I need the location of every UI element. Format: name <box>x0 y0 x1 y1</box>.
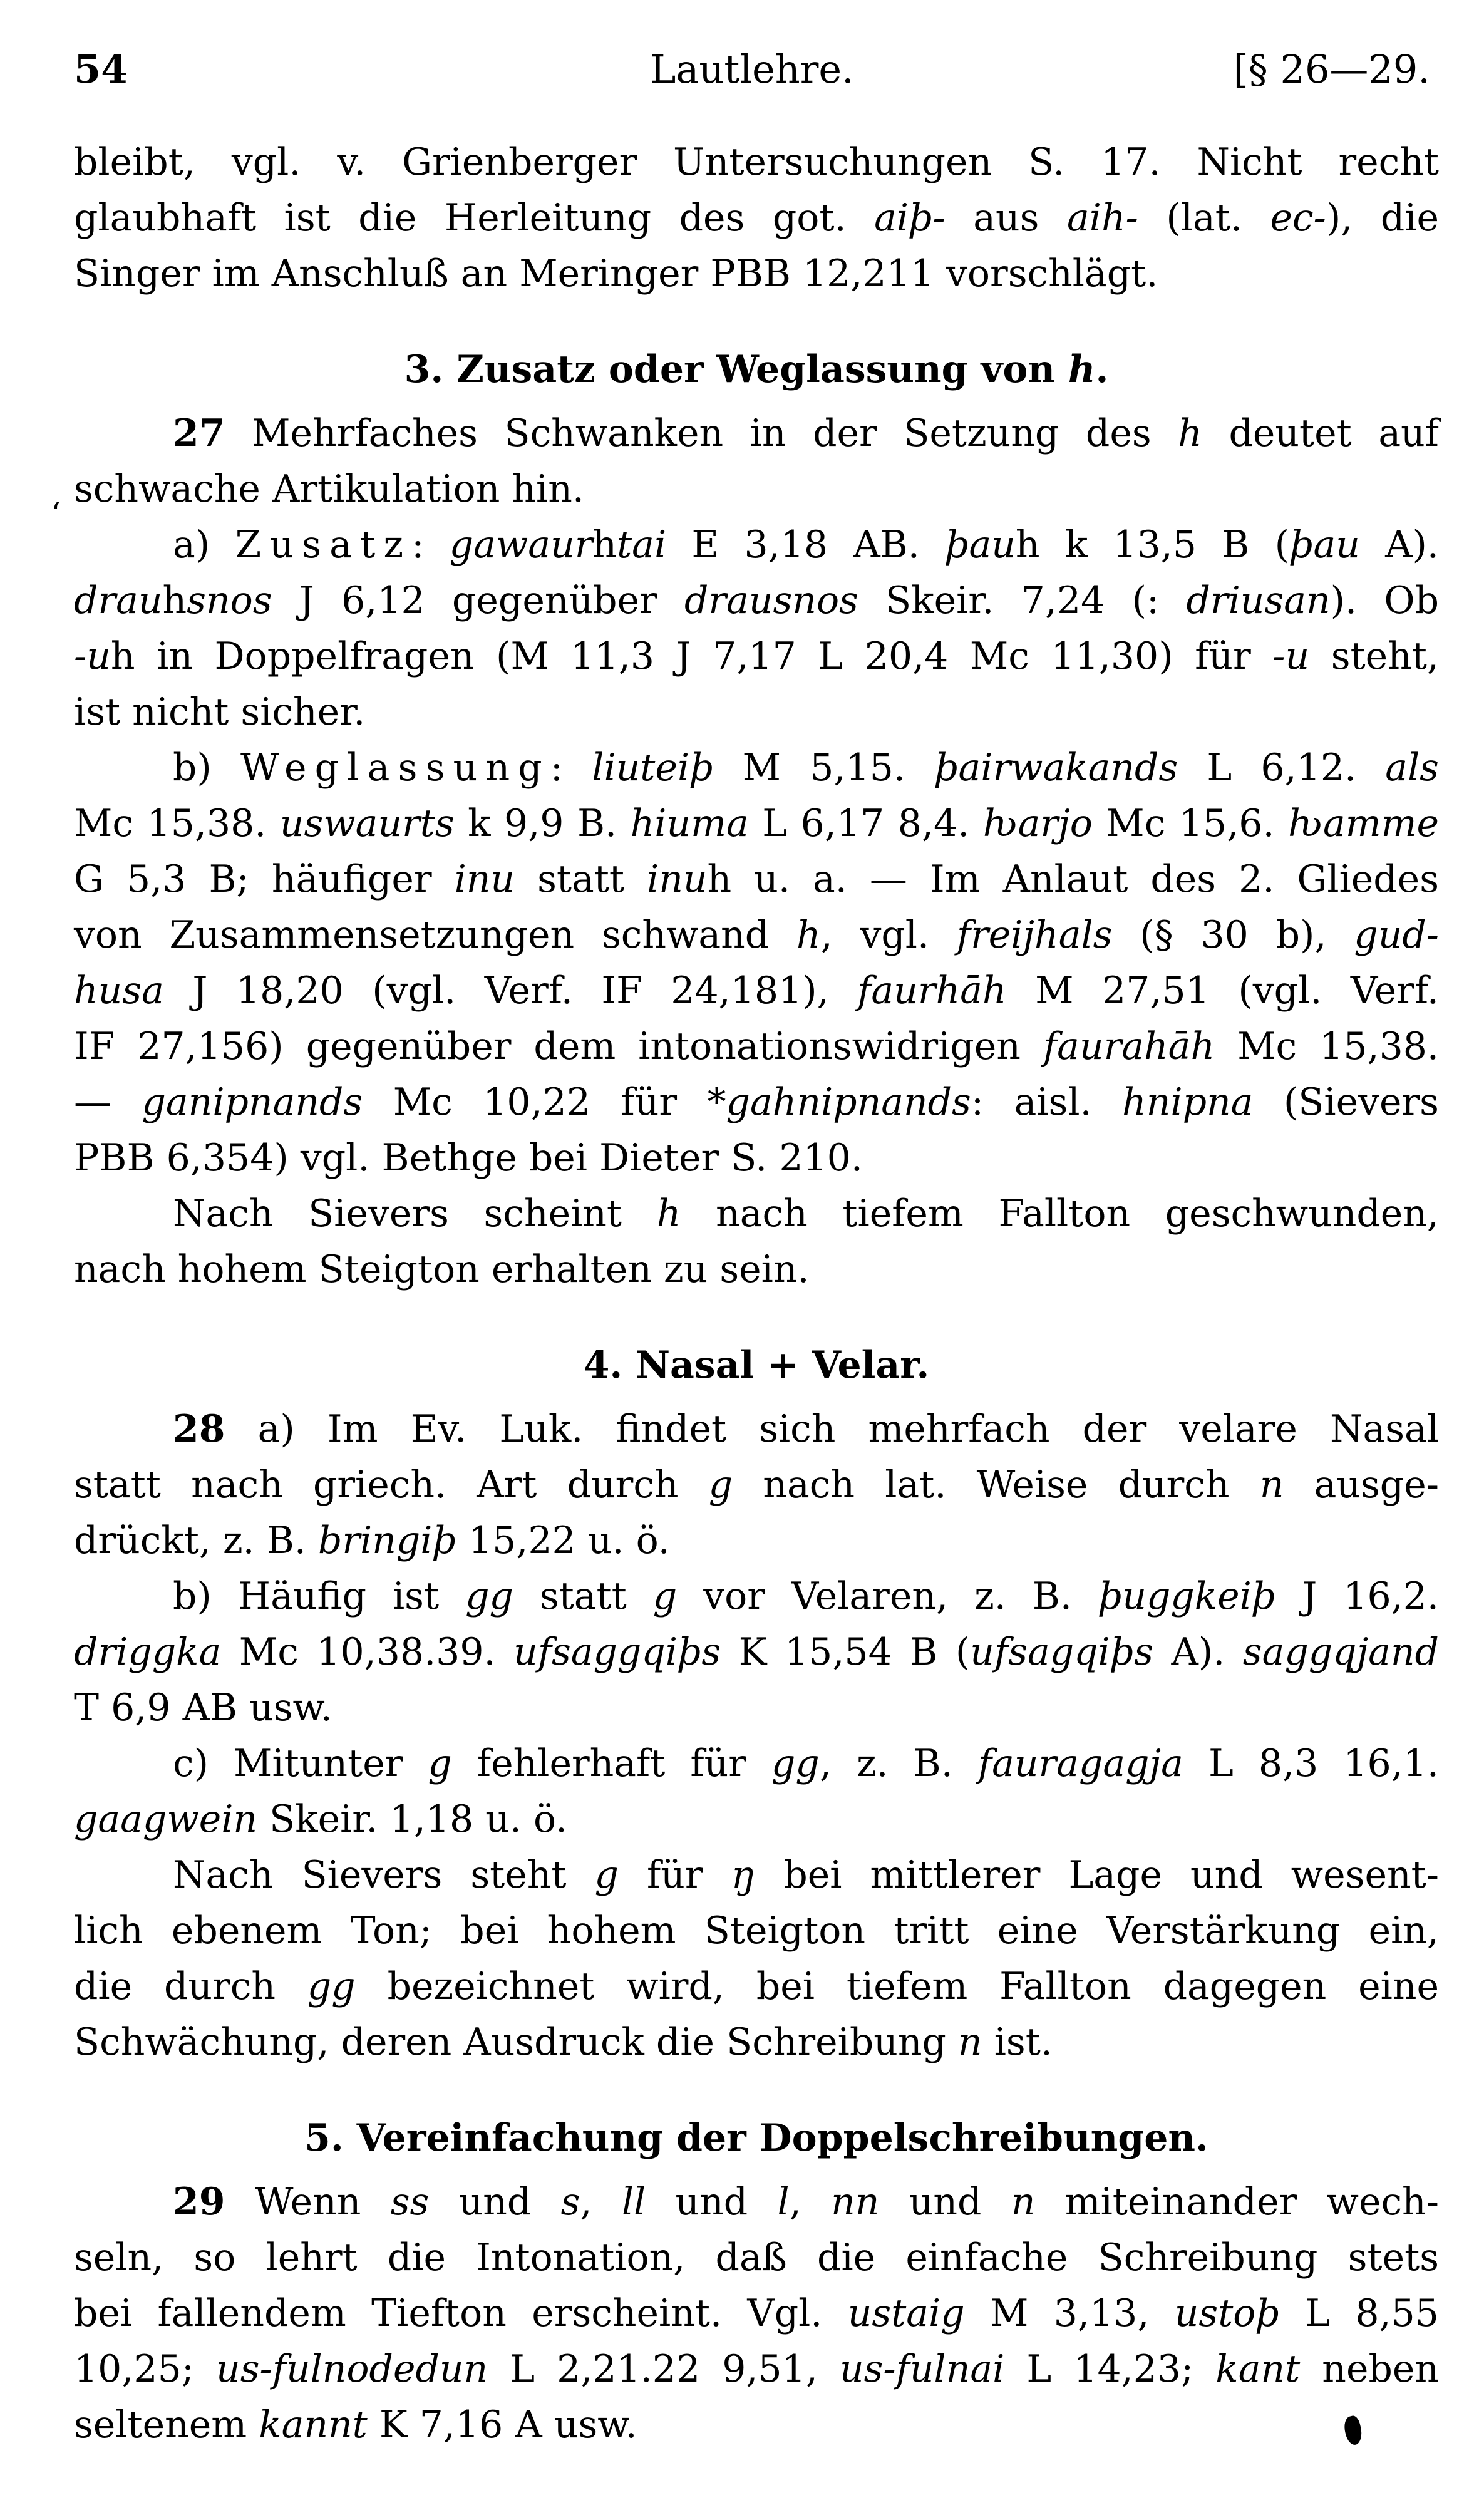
text-segment: a) <box>173 523 235 567</box>
text-segment: miteinander wech- <box>1035 2180 1439 2224</box>
text-segment: gud- <box>1354 913 1440 957</box>
text-segment: ƕamme <box>1288 802 1440 845</box>
text-segment: h <box>592 523 617 567</box>
text-segment: (lat. <box>1138 196 1270 240</box>
text-segment: Mc 10,22 für * <box>363 1080 726 1124</box>
text-segment: bei fallendem Tiefton erscheint. Vgl. <box>74 2291 848 2335</box>
text-segment: fehlerhaft für <box>451 1742 771 1785</box>
running-title: Lautlehre. <box>650 46 854 92</box>
text-line <box>74 1457 1439 1513</box>
section-heading <box>74 342 1439 398</box>
text-line <box>74 2342 1439 2397</box>
text-segment: bringiþ <box>317 1519 456 1562</box>
text-segment: M 27,51 (vgl. Verf. <box>1006 969 1439 1013</box>
text-segment: 3. Zusatz oder Weglassung von <box>404 348 1068 391</box>
text-line <box>74 907 1439 963</box>
text-segment: L 2,21.22 9,51, <box>488 2347 840 2391</box>
print-artifact-quote: ʻ <box>51 496 61 530</box>
text-segment: . <box>1095 348 1109 391</box>
text-segment: u. a. — Im Anlaut des 2. Gliedes <box>731 857 1439 901</box>
text-segment: h <box>1015 523 1040 567</box>
text-segment: : <box>550 746 592 790</box>
text-segment: 15,22 u. ö. <box>456 1519 670 1562</box>
text-segment: deutet auf <box>1202 411 1440 455</box>
text-segment: driusan <box>1186 579 1331 622</box>
text-segment: (§ 30 b), <box>1112 913 1354 957</box>
text-segment: tai <box>617 523 667 567</box>
text-segment: Skeir. 1,18 u. ö. <box>257 1797 568 1841</box>
text-segment: nn <box>831 2180 880 2224</box>
text-segment: gahnipnands <box>726 1080 971 1124</box>
text-segment: bei mittlerer Lage und wesent- <box>755 1853 1439 1897</box>
text-segment: vor Velaren, z. B. <box>677 1574 1098 1618</box>
text-line <box>74 1736 1439 1792</box>
text-segment: þairwakands <box>934 746 1178 790</box>
text-segment: ). Ob <box>1330 579 1439 622</box>
text-segment: J 18,20 (vgl. Verf. IF 24,181), <box>163 969 858 1013</box>
text-segment: neben <box>1300 2347 1440 2391</box>
text-segment: ufsagqiþs <box>970 1630 1153 1674</box>
text-segment: Mehrfaches Schwanken in der Setzung des <box>225 411 1178 455</box>
text-segment: schwache Artikulation hin. <box>74 467 584 511</box>
text-segment: g <box>652 1574 678 1618</box>
text-segment: l <box>777 2180 790 2224</box>
text-segment: : <box>411 523 450 567</box>
text-segment: ist. <box>982 2020 1053 2064</box>
text-segment: h <box>1068 348 1096 391</box>
text-line <box>74 1680 1439 1736</box>
text-segment: faurhāh <box>857 969 1007 1013</box>
text-line <box>74 629 1439 684</box>
text-segment: K 7,16 A usw. <box>367 2403 637 2447</box>
text-segment: a) Im Ev. Luk. findet sich mehrfach der velare Nasal <box>225 1407 1439 1451</box>
text-segment: ufsaggqiþs <box>513 1630 721 1674</box>
text-segment: uswaurts <box>279 802 455 845</box>
text-segment: PBB 6,354) vgl. Bethge bei Dieter S. 210. <box>74 1136 863 1180</box>
text-line <box>74 1792 1439 1847</box>
text-body <box>74 135 1439 2453</box>
text-segment: ausge- <box>1284 1463 1440 1507</box>
text-segment: G 5,3 B; häufiger <box>74 857 455 901</box>
text-segment: ss <box>390 2180 430 2224</box>
text-line <box>74 852 1439 907</box>
text-segment: L 8,55 <box>1279 2291 1439 2335</box>
text-segment: nach lat. Weise durch <box>733 1463 1260 1507</box>
text-segment: hnipna <box>1122 1080 1254 1124</box>
text-segment: J 16,2. <box>1275 1574 1439 1618</box>
text-segment: Nach Sievers scheint <box>173 1192 657 1236</box>
text-segment: bleibt, vgl. v. Grienberger Untersuchungen S. 17. Nicht recht <box>74 140 1439 184</box>
text-line <box>74 246 1439 302</box>
text-segment: Mc 15,38. <box>74 802 280 845</box>
text-segment: faurahāh <box>1043 1025 1215 1068</box>
text-segment: þau <box>1289 523 1360 567</box>
text-segment: h <box>1178 411 1202 455</box>
text-segment: : aisl. <box>971 1080 1123 1124</box>
text-segment: statt nach griech. Art durch <box>74 1463 709 1507</box>
text-segment: husa <box>74 969 164 1013</box>
text-segment: steht, <box>1309 634 1439 678</box>
text-segment: , <box>580 2180 622 2224</box>
text-segment: drau <box>74 579 163 622</box>
text-segment: freijhals <box>956 913 1113 957</box>
text-segment: 28 <box>173 1407 225 1451</box>
section-heading <box>74 1338 1439 1393</box>
text-segment: Wenn <box>225 2180 391 2224</box>
text-segment: Mc 15,6. <box>1092 802 1289 845</box>
text-segment: die durch <box>74 1965 307 2008</box>
text-segment: Weglassung <box>240 746 550 790</box>
text-segment: als <box>1385 746 1439 790</box>
text-line <box>74 1847 1439 1903</box>
text-segment: (Sievers <box>1253 1080 1439 1124</box>
text-line <box>74 1019 1439 1075</box>
text-segment: für <box>618 1853 731 1897</box>
text-segment: aiþ- <box>874 196 946 240</box>
text-segment: M 3,13, <box>964 2291 1175 2335</box>
text-segment: — <box>74 1080 142 1124</box>
text-line <box>74 462 1439 517</box>
text-line <box>74 2174 1439 2230</box>
text-line <box>74 963 1439 1019</box>
text-segment: aus <box>945 196 1067 240</box>
text-segment: aih- <box>1067 196 1138 240</box>
text-line <box>74 2397 1439 2453</box>
text-segment: Mc 15,38. <box>1215 1025 1439 1068</box>
text-segment: lich ebenem Ton; bei hohem Steigton tritt eine Verstärkung ein, <box>74 1909 1439 1953</box>
text-segment: liuteiþ <box>592 746 714 790</box>
text-segment: snos <box>187 579 272 622</box>
text-segment: kant <box>1215 2347 1301 2391</box>
text-segment: ŋ <box>731 1853 756 1897</box>
text-segment: und <box>879 2180 1011 2224</box>
text-segment: us-fulnodedun <box>216 2347 488 2391</box>
text-segment: inu <box>647 857 708 901</box>
text-segment: drückt, z. B. <box>74 1519 318 1562</box>
text-segment: , vgl. <box>820 913 957 957</box>
text-segment: A). <box>1359 523 1439 567</box>
text-segment: L 6,17 8,4. <box>748 802 983 845</box>
text-segment: g <box>708 1463 733 1507</box>
text-segment: g <box>428 1742 452 1785</box>
text-segment: Schwächung, deren Ausdruck die Schreibung <box>74 2020 958 2064</box>
text-segment: ƕarjo <box>982 802 1093 845</box>
text-segment: seln, so lehrt die Intonation, daß die einfache Schreibung stets <box>74 2236 1439 2280</box>
text-segment: þau <box>945 523 1016 567</box>
text-segment: und <box>429 2180 561 2224</box>
text-line <box>74 1959 1439 2015</box>
text-segment: kannt <box>259 2403 368 2447</box>
text-segment: b) <box>173 746 240 790</box>
section-heading <box>74 2110 1439 2166</box>
text-segment: c) Mitunter <box>173 1742 428 1785</box>
text-segment: h <box>110 634 135 678</box>
text-line <box>74 190 1439 246</box>
text-line <box>74 1130 1439 1186</box>
text-segment: Mc 10,38.39. <box>221 1630 514 1674</box>
text-segment: 4. Nasal + Velar. <box>583 1343 930 1387</box>
page-number: 54 <box>74 46 128 92</box>
text-segment: statt <box>515 857 647 901</box>
text-segment: K 15,54 B ( <box>721 1630 971 1674</box>
text-segment: und <box>646 2180 778 2224</box>
text-segment: inu <box>454 857 515 901</box>
text-segment: Singer im Anschluß an Meringer PBB 12,211 vorschlägt. <box>74 252 1158 296</box>
text-line <box>74 1513 1439 1569</box>
text-segment: þuggkeiþ <box>1098 1574 1276 1618</box>
text-line <box>74 1242 1439 1298</box>
text-line <box>74 517 1439 573</box>
text-segment: saggqjand <box>1242 1630 1439 1674</box>
text-segment: b) Häufig ist <box>173 1574 466 1618</box>
text-segment: fauragagja <box>977 1742 1183 1785</box>
text-segment: ), die <box>1326 196 1439 240</box>
text-segment: h <box>707 857 732 901</box>
text-segment: seltenem <box>74 2403 259 2447</box>
text-segment: bezeichnet wird, bei tiefem Fallton dagegen eine <box>355 1965 1439 2008</box>
text-segment: ustoþ <box>1174 2291 1280 2335</box>
text-segment: statt <box>513 1574 653 1618</box>
text-segment: in Doppelfragen (M 11,3 J 7,17 L 20,4 Mc 11,30) für <box>135 634 1273 678</box>
text-segment: n <box>1259 1463 1284 1507</box>
text-segment: E 3,18 AB. <box>666 523 946 567</box>
text-segment: k 9,9 B. <box>454 802 631 845</box>
text-segment: h <box>162 579 187 622</box>
text-segment: J 6,12 gegenüber <box>272 579 684 622</box>
text-segment: -u <box>1272 634 1310 678</box>
text-segment: , z. B. <box>819 1742 978 1785</box>
text-segment: h <box>656 1192 681 1236</box>
text-segment: ganipnands <box>142 1080 363 1124</box>
text-segment: ustaig <box>847 2291 965 2335</box>
text-segment: g <box>594 1853 619 1897</box>
text-segment: Nach Sievers steht <box>173 1853 595 1897</box>
text-segment: h <box>796 913 821 957</box>
text-segment: ec- <box>1270 196 1326 240</box>
text-segment: s <box>560 2180 580 2224</box>
text-segment: M 5,15. <box>713 746 935 790</box>
text-segment: n <box>958 2020 982 2064</box>
text-segment: L 6,12. <box>1178 746 1386 790</box>
text-segment: hiuma <box>630 802 749 845</box>
text-segment: gawaur <box>449 523 593 567</box>
text-segment: 27 <box>173 411 225 455</box>
text-segment: driggka <box>74 1630 222 1674</box>
section-range: [§ 26—29. <box>1233 46 1430 92</box>
text-segment: L 8,3 16,1. <box>1183 1742 1440 1785</box>
text-segment: ll <box>621 2180 646 2224</box>
text-segment: IF 27,156) gegenüber dem intonationswidrigen <box>74 1025 1043 1068</box>
text-line <box>74 2015 1439 2070</box>
text-line <box>74 2286 1439 2342</box>
text-segment: A). <box>1153 1630 1243 1674</box>
text-segment: von Zusammensetzungen schwand <box>74 913 796 957</box>
text-line <box>74 1624 1439 1680</box>
text-line <box>74 740 1439 796</box>
text-segment: , <box>789 2180 832 2224</box>
text-segment: n <box>1011 2180 1036 2224</box>
text-segment: Skeir. 7,24 (: <box>858 579 1187 622</box>
text-segment: gg <box>771 1742 820 1785</box>
text-line <box>74 1903 1439 1959</box>
text-line <box>74 1186 1439 1242</box>
text-segment: ist nicht sicher. <box>74 690 366 734</box>
text-segment: gaagwein <box>74 1797 258 1841</box>
text-line <box>74 1402 1439 1457</box>
text-line <box>74 684 1439 740</box>
text-segment: 10,25; <box>74 2347 217 2391</box>
text-segment: Zusatz <box>235 523 412 567</box>
text-line <box>74 573 1439 629</box>
text-segment: nach tiefem Fallton geschwunden, <box>681 1192 1439 1236</box>
text-segment: nach hohem Steigton erhalten zu sein. <box>74 1247 810 1291</box>
text-segment: us-fulnai <box>839 2347 1005 2391</box>
text-line <box>74 406 1439 462</box>
text-line <box>74 135 1439 190</box>
text-segment: gg <box>307 1965 356 2008</box>
text-segment: 29 <box>173 2180 225 2224</box>
text-segment: gg <box>465 1574 513 1618</box>
text-line <box>74 796 1439 852</box>
text-segment: T 6,9 AB usw. <box>74 1686 332 1730</box>
text-segment: -u <box>74 634 111 678</box>
text-segment: L 14,23; <box>1004 2347 1216 2391</box>
text-line <box>74 2230 1439 2286</box>
text-segment: 5. Vereinfachung der Doppelschreibungen. <box>304 2116 1208 2160</box>
text-segment: k 13,5 B ( <box>1039 523 1290 567</box>
text-line <box>74 1075 1439 1130</box>
text-segment: glaubhaft ist die Herleitung des got. <box>74 196 875 240</box>
text-segment: drausnos <box>684 579 858 622</box>
text-line <box>74 1569 1439 1624</box>
